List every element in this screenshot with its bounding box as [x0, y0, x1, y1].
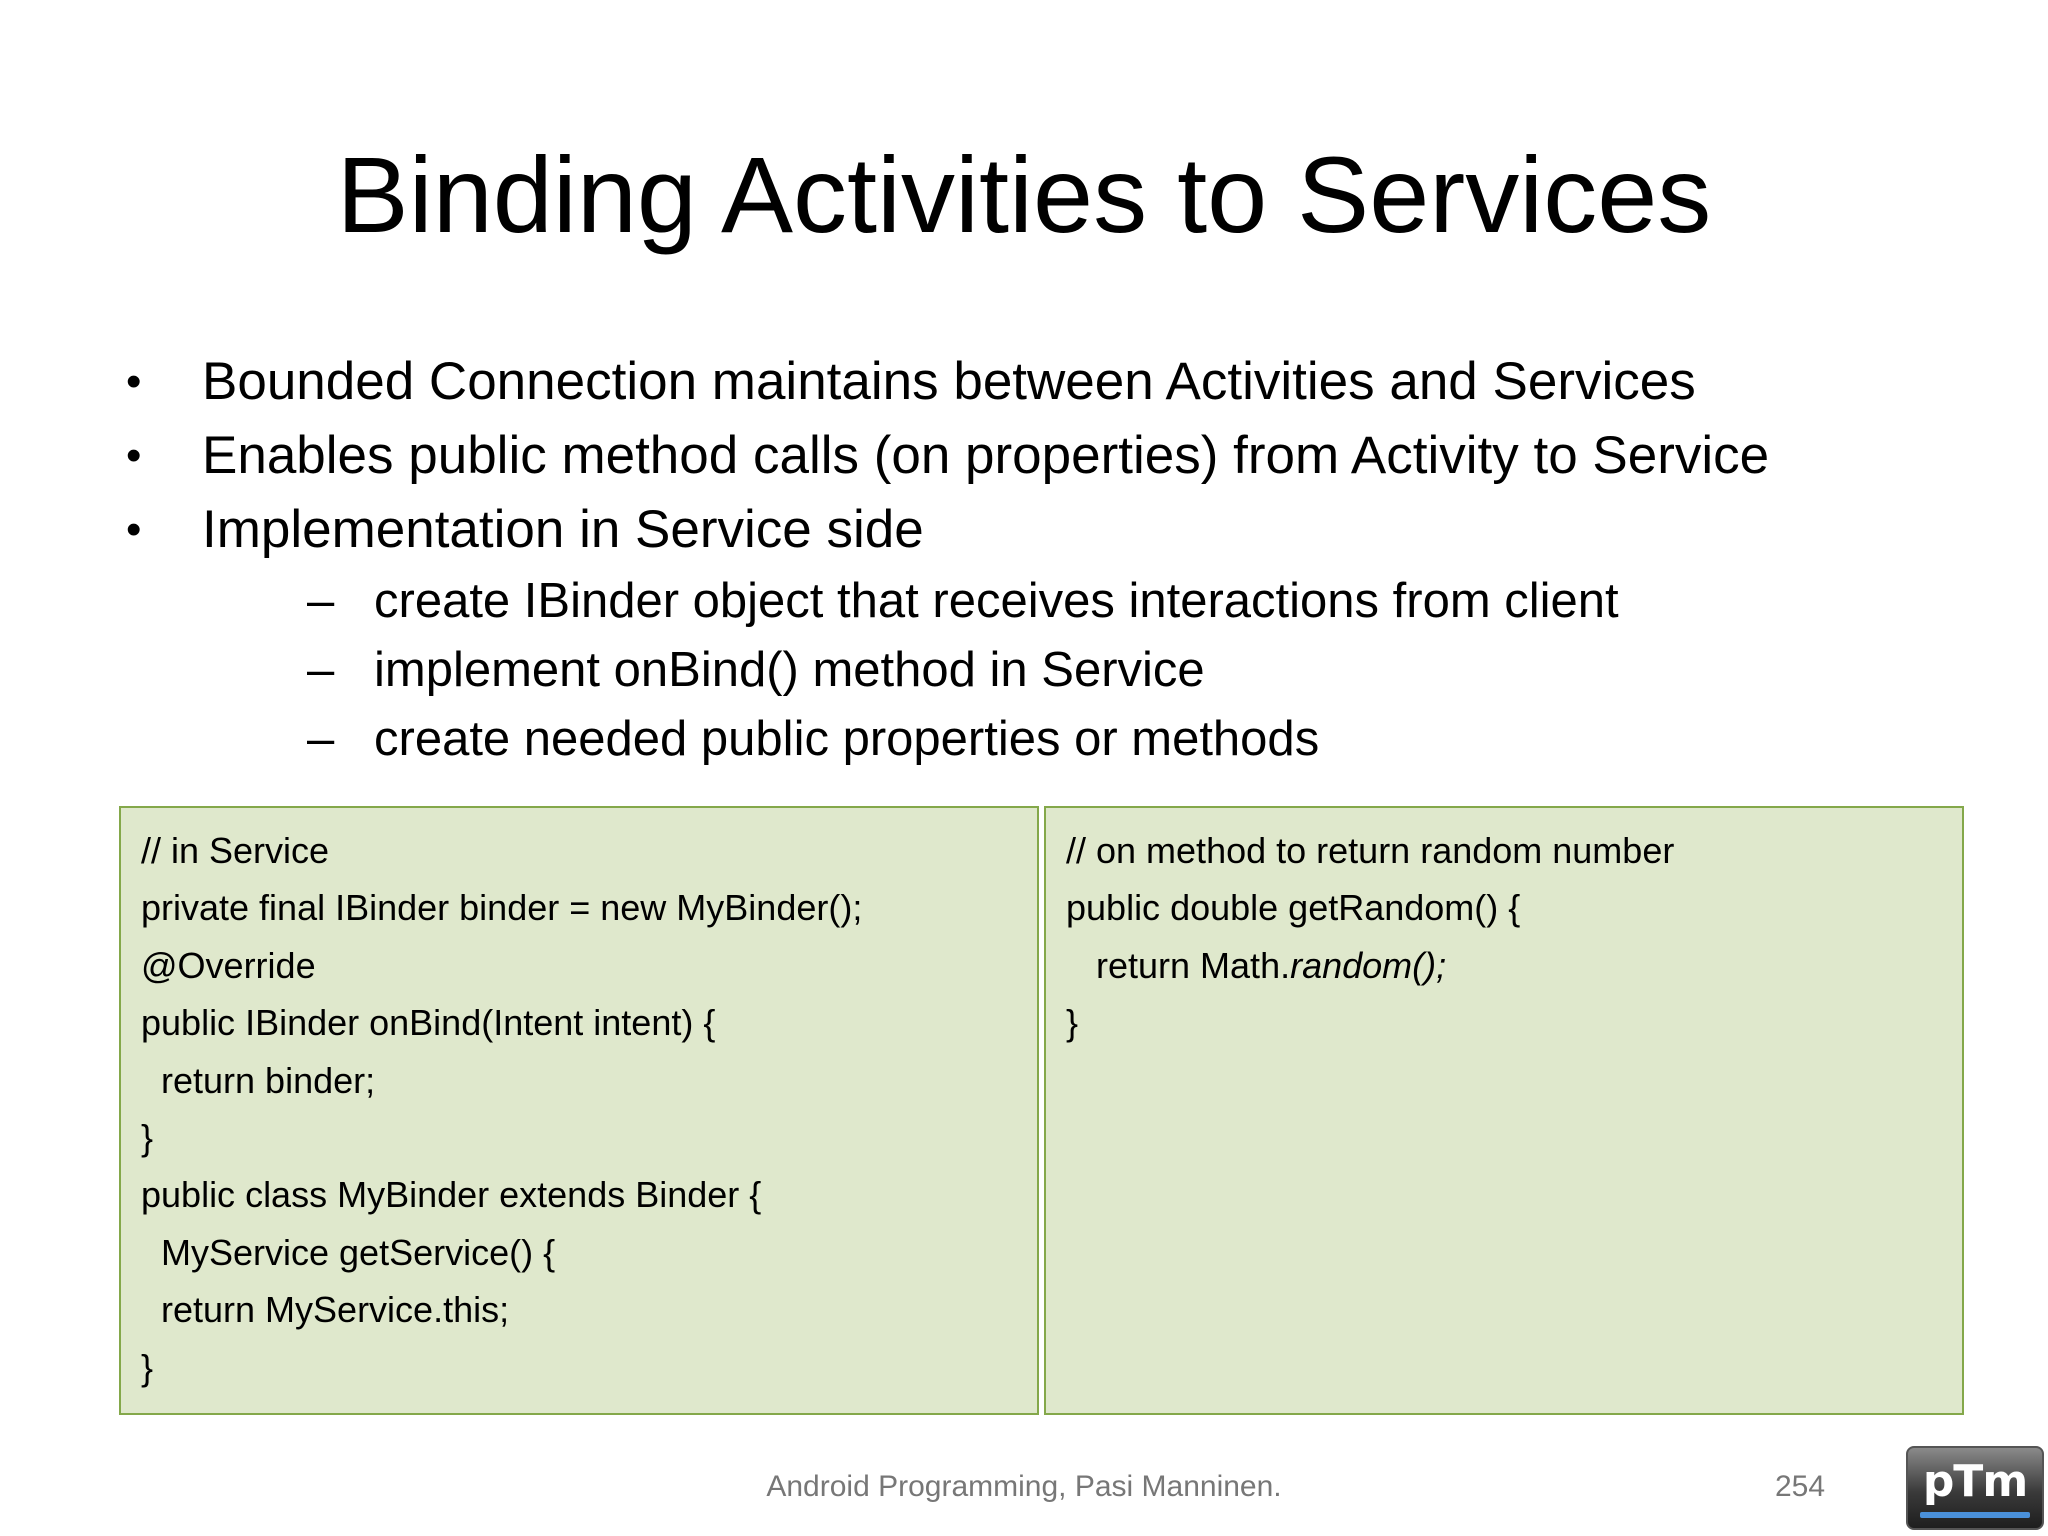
page-number: 254 [1775, 1470, 1826, 1503]
sub-bullet-dash: – [307, 643, 335, 697]
ptm-logo [1906, 1446, 2044, 1530]
sub-bullet-dash: – [307, 712, 335, 766]
sub-bullet-item [202, 567, 2000, 636]
code-line: } [141, 1117, 154, 1159]
bullet-text: Bounded Connection maintains between Activities and Services [202, 352, 1696, 411]
code-line: // on method to return random number [1066, 830, 1675, 871]
sub-bullet-text: create needed public properties or methods [374, 712, 1320, 766]
code-line: private final IBinder binder = new MyBinder(); [141, 887, 863, 929]
random-method-code-box [1044, 806, 1964, 1415]
bullet-dot: • [126, 505, 142, 554]
service-code-box [119, 806, 1039, 1415]
bullet-list [120, 345, 2000, 774]
bullet-item [120, 345, 2000, 419]
sub-bullet-text: implement onBind() method in Service [374, 643, 1205, 697]
bullet-text: Implementation in Service side [202, 500, 924, 559]
code-line: } [1066, 1002, 1079, 1044]
sub-bullet-dash: – [307, 574, 335, 628]
code-line: @Override [141, 944, 316, 986]
bullet-dot: • [126, 431, 142, 480]
code-fragment-italic: random(); [1290, 944, 1447, 986]
code-fragment: return Math. [1066, 944, 1291, 986]
footer-text: Android Programming, Pasi Manninen. [766, 1470, 1282, 1503]
sub-bullet-item [202, 705, 2000, 774]
code-line: } [141, 1346, 154, 1388]
code-line: // in Service [141, 830, 330, 871]
logo-text: pTm [1922, 1456, 2028, 1507]
code-line: return MyService.this; [141, 1289, 510, 1331]
sub-bullet-item [202, 636, 2000, 705]
bullet-text: Enables public method calls (on properties) from Activity to Service [202, 426, 1770, 485]
sub-bullet-text: create IBinder object that receives interactions from client [374, 574, 1619, 628]
code-line: public IBinder onBind(Intent intent) { [141, 1002, 716, 1044]
sub-bullet-list [202, 567, 2000, 774]
code-line: MyService getService() { [141, 1231, 556, 1273]
slide-title: Binding Activities to Services [336, 134, 1712, 255]
bullet-item [120, 419, 2000, 493]
code-line [1066, 937, 1942, 994]
logo-bar [1920, 1512, 2030, 1518]
bullet-dot: • [126, 357, 142, 406]
code-line: public class MyBinder extends Binder { [141, 1174, 762, 1216]
code-line: public double getRandom() { [1066, 887, 1521, 929]
code-line: return binder; [141, 1059, 376, 1101]
bullet-item [120, 493, 2000, 774]
